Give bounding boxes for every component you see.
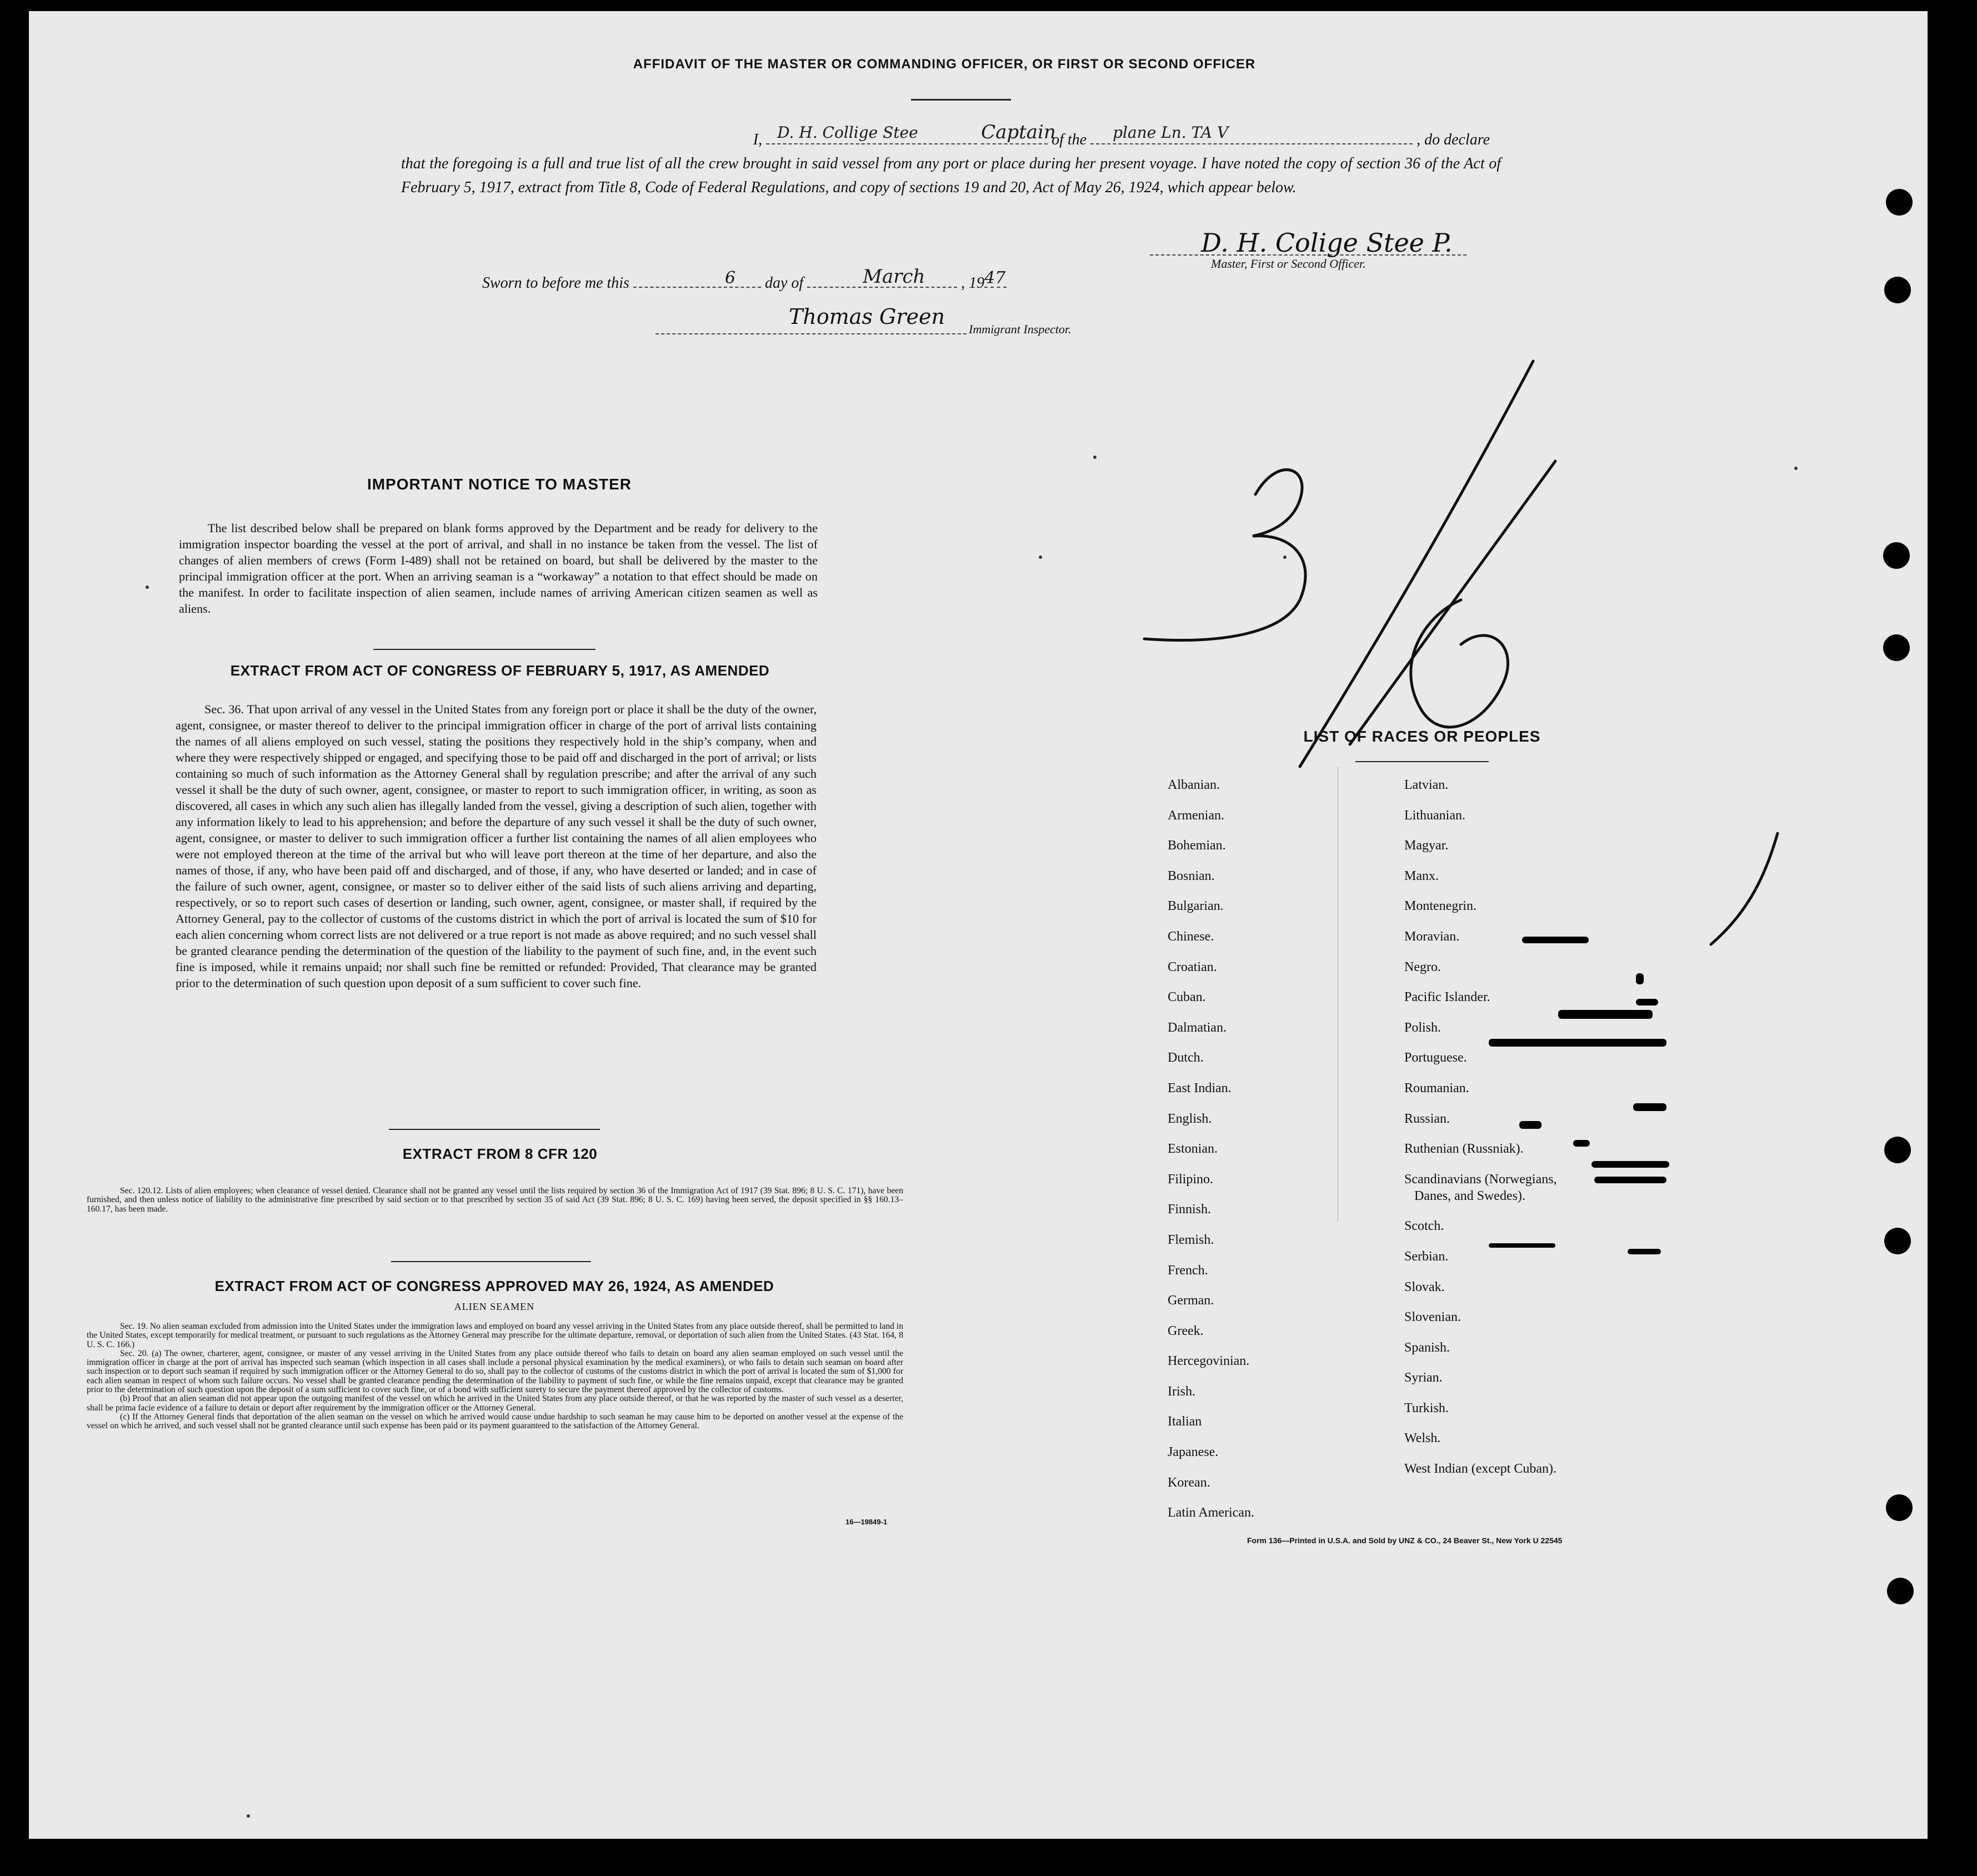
race-item: Lithuanian. bbox=[1404, 808, 1465, 823]
race-item: Polish. bbox=[1404, 1020, 1442, 1035]
divider bbox=[1355, 761, 1489, 762]
speck bbox=[1039, 556, 1042, 559]
signature-block bbox=[1150, 222, 1467, 272]
race-item: Croatian. bbox=[1168, 959, 1217, 974]
handwritten-3-6-mark bbox=[1133, 356, 1578, 778]
punch-hole bbox=[1886, 1494, 1913, 1521]
print-code: 16—19849-1 bbox=[845, 1518, 888, 1526]
race-item: Bosnian. bbox=[1168, 868, 1215, 883]
race-item: English. bbox=[1168, 1111, 1212, 1126]
race-item: Russian. bbox=[1404, 1111, 1450, 1126]
race-item: Japanese. bbox=[1168, 1445, 1219, 1460]
title-field bbox=[981, 121, 1056, 144]
punch-hole bbox=[1883, 634, 1910, 661]
label: , do declare bbox=[1417, 131, 1490, 148]
races-heading: LIST OF RACES OR PEOPLES bbox=[1303, 728, 1541, 745]
race-item: Manx. bbox=[1404, 868, 1439, 883]
race-item: Welsh. bbox=[1404, 1431, 1441, 1446]
label: of the bbox=[1052, 131, 1087, 148]
inspector-block bbox=[655, 304, 1072, 344]
punch-hole bbox=[1887, 1578, 1914, 1604]
label: Sworn to before me this bbox=[482, 274, 629, 292]
ink-blot bbox=[1519, 1121, 1541, 1129]
affidavit-body: that the foregoing is a full and true list of all the crew brought in said vessel from any port or place during her present voyage. I have noted the copy of section 36 of the Act of February 5, 1917, extract from Title 8, Code of Federal Regulations, and copy of sections 19 and 20, Act of May 26, 1924, which appear below. bbox=[401, 155, 1501, 196]
punch-hole bbox=[1884, 1228, 1911, 1254]
race-item: Latvian. bbox=[1404, 778, 1449, 792]
race-item: Montenegrin. bbox=[1404, 899, 1477, 914]
race-item: Portuguese. bbox=[1404, 1050, 1467, 1065]
label: day of bbox=[764, 274, 804, 292]
affidavit-text bbox=[401, 121, 1501, 199]
extract-cfr-paragraph: Sec. 120.12. Lists of alien employees; when clearance of vessel denied. Clearance shall not be granted any vessel until the lists required by section 36 of the Immigration Act of 1917 (39 Stat. 896; 8 U. S. C. 171), have been furnished, and then unless notice of liability to the administrative fine prescribed by said section or to that prescribed by section 35 of said Act (39 Stat. 896; 8 U. S. C. 169) having been served, the deposit specified in §§ 160.13–160.17, has been made. bbox=[87, 1186, 903, 1214]
race-item: Magyar. bbox=[1404, 838, 1449, 853]
race-item: Dalmatian. bbox=[1168, 1020, 1227, 1035]
punch-hole bbox=[1883, 542, 1910, 569]
master-label: Master, First or Second Officer. bbox=[1211, 257, 1366, 271]
digit-3 bbox=[1144, 470, 1305, 641]
race-item: Chinese. bbox=[1168, 929, 1214, 944]
race-item: Roumanian. bbox=[1404, 1080, 1469, 1095]
race-item: Armenian. bbox=[1168, 808, 1224, 823]
divider bbox=[373, 649, 595, 650]
ink-blot bbox=[1628, 1249, 1661, 1254]
punch-hole bbox=[1884, 277, 1911, 303]
ink-blot bbox=[1591, 1161, 1669, 1168]
sec-19: Sec. 19. No alien seaman excluded from admission into the United States under the immigration laws and employed on board any vessel arriving in the United States from any place outside thereof, shall be permitted to land in the United States, except temporarily for medical treatment, or pursuant to such regulations as the Attorney General may prescribe for the ultimate departure, removal, or deportation of such alien from the United States. (43 Stat. 164, 8 U. S. C. 166.) bbox=[87, 1322, 903, 1349]
race-item: Pacific Islander. bbox=[1404, 990, 1490, 1005]
divider bbox=[389, 1129, 600, 1130]
mark-strokes bbox=[1144, 361, 1555, 767]
handwritten-month: March bbox=[863, 266, 925, 288]
extract-cfr-heading: EXTRACT FROM 8 CFR 120 bbox=[402, 1145, 598, 1162]
ink-blot bbox=[1633, 1103, 1666, 1111]
race-item: Cuban. bbox=[1168, 990, 1206, 1005]
speck bbox=[1093, 456, 1097, 459]
race-item: Slovak. bbox=[1404, 1279, 1445, 1294]
ink-blot bbox=[1636, 973, 1644, 984]
notice-text bbox=[179, 520, 818, 617]
handwritten-day: 6 bbox=[724, 268, 736, 288]
race-item: Serbian. bbox=[1404, 1249, 1449, 1264]
race-item: Bulgarian. bbox=[1168, 899, 1224, 914]
sec-20b: (b) Proof that an alien seaman did not appear upon the outgoing manifest of the vessel on which he arrived in the United States from any place outside thereof, or that he was reported by the master of such vessel as a deserter, shall be prima facie evidence of a failure to detain or deport after requirement by the immigration officer or the Attorney General. bbox=[87, 1394, 903, 1413]
affidavit-title: AFFIDAVIT OF THE MASTER OR COMMANDING OFFICER, OR FIRST OR SECOND OFFICER bbox=[633, 57, 1256, 72]
inspector-label: Immigrant Inspector. bbox=[969, 322, 1072, 336]
divider bbox=[911, 99, 1011, 101]
speck bbox=[1283, 556, 1287, 559]
handwritten-vessel: plane Ln. TA V bbox=[1113, 123, 1229, 142]
notice-paragraph: The list described below shall be prepared on blank forms approved by the Department and be ready for delivery to the immigration inspector boarding the vessel at the port of arrival, and shall in no instance be taken from the vessel. The list of changes of alien members of crews (Form I-489) shall not be retained on board, but shall be delivered by the master to the principal immigration officer at the port. When an arriving seaman is a “workaway” a notation to that effect should be made on the manifest. In order to facilitate inspection of alien seamen, include names of arriving American citizen seamen as well as aliens. bbox=[179, 521, 818, 616]
notice-heading: IMPORTANT NOTICE TO MASTER bbox=[367, 476, 632, 493]
race-item: Bohemian. bbox=[1168, 838, 1226, 853]
race-item: Latin American. bbox=[1168, 1505, 1254, 1520]
divider bbox=[391, 1261, 591, 1262]
label: , 19 bbox=[961, 274, 985, 292]
race-item: Ruthenian (Russniak). bbox=[1404, 1142, 1524, 1157]
slash bbox=[1300, 361, 1533, 767]
sworn-line bbox=[482, 266, 1007, 292]
race-item: Flemish. bbox=[1168, 1232, 1214, 1247]
punch-hole bbox=[1884, 1137, 1911, 1163]
race-item: Filipino. bbox=[1168, 1172, 1214, 1187]
name-field bbox=[766, 123, 977, 144]
race-item: Slovenian. bbox=[1404, 1310, 1461, 1325]
vessel-field bbox=[1090, 123, 1413, 144]
race-item: German. bbox=[1168, 1293, 1214, 1308]
form-footer: Form 136—Printed in U.S.A. and Sold by UNZ & CO., 24 Beaver St., New York U 22545 bbox=[1247, 1536, 1563, 1545]
races-column-2 bbox=[1404, 778, 1557, 1492]
year-field bbox=[984, 268, 1007, 288]
race-item: Hercegovinian. bbox=[1168, 1354, 1250, 1369]
race-item: Syrian. bbox=[1404, 1370, 1443, 1385]
ink-blot bbox=[1594, 1177, 1666, 1183]
race-item: Albanian. bbox=[1168, 778, 1220, 792]
race-item: Scandinavians (Norwegians, bbox=[1404, 1172, 1557, 1187]
race-item: Italian bbox=[1168, 1414, 1202, 1429]
races-column-1 bbox=[1168, 778, 1254, 1536]
signature-line bbox=[1150, 254, 1467, 256]
speck bbox=[1794, 467, 1798, 470]
handwritten-inspector: Thomas Green bbox=[789, 304, 945, 329]
race-item: Finnish. bbox=[1168, 1202, 1212, 1217]
ink-blot bbox=[1573, 1140, 1590, 1147]
race-item: French. bbox=[1168, 1263, 1208, 1278]
race-item: West Indian (except Cuban). bbox=[1404, 1462, 1556, 1477]
ink-blot bbox=[1558, 1010, 1653, 1019]
race-item: Spanish. bbox=[1404, 1340, 1450, 1355]
handwritten-title: Captain bbox=[981, 121, 1056, 143]
extract-1917-text bbox=[176, 701, 817, 991]
punch-hole bbox=[1886, 189, 1913, 216]
race-item: Estonian. bbox=[1168, 1142, 1218, 1157]
race-item: East Indian. bbox=[1168, 1080, 1232, 1095]
extract-1924-subheading: ALIEN SEAMEN bbox=[454, 1301, 535, 1312]
ink-blot bbox=[1522, 937, 1589, 943]
extract-1917-paragraph: Sec. 36. That upon arrival of any vessel in the United States from any foreign port or place it shall be the duty of the owner, agent, consignee, or master thereof to deliver to the principal immigration officer in charge of the port of arrival lists containing the names of all aliens employed on such vessel, stating the positions they respectively hold in the ship’s company, when and where they were respectively shipped or engaged, and specifying those to be paid off and discharged in the port of arrival; or lists containing so much of such information as the Attorney General shall by regulation prescribe; and after the arrival of any such vessel it shall be the duty of such owner, agent, consignee, or master to report to such immigration officer, in writing, as soon as discovered, all cases in which any such alien has illegally landed from the vessel, giving a description of such alien, together with any information likely to lead to his apprehension; and before the departure of any such vessel it shall be the duty of such owner, agent, consignee, or master to deliver to such immigration officer a further list containing the names of all alien employees who were not employed thereon at the time of the arrival but who will leave port thereon at the time of her departure, and also the names of those, if any, who have been paid off and discharged, and of those, if any, who have deserted or landed; and in case of the failure of such owner, agent, consignee, or master so to deliver either of the said lists of such aliens arriving and departing, respectively, or so to report such cases of desertion or landing, such owner, agent, consignee, or master shall, if required by the Attorney General, pay to the collector of customs of the customs district in which the port of arrival is located the sum of $10 for each alien concerning whom correct lists are not delivered or a true report is not made as above required; and no such vessel shall be granted clearance pending the determination of the question of the liability to the payment of such fine, and, in the event such fine is imposed, while it remains unpaid; nor shall such fine be remitted or refunded: Provided, That clearance may be granted prior to the determination of such question upon deposit of a sum sufficient to cover such fine. bbox=[176, 702, 817, 990]
month-field bbox=[807, 266, 957, 288]
race-item: Moravian. bbox=[1404, 929, 1460, 944]
speck bbox=[146, 586, 149, 589]
extract-1917-heading: EXTRACT FROM ACT OF CONGRESS OF FEBRUARY 5, 1917, AS AMENDED bbox=[230, 662, 770, 679]
race-item: Dutch. bbox=[1168, 1050, 1204, 1065]
inspector-line bbox=[655, 333, 967, 334]
day-field bbox=[633, 268, 761, 288]
handwritten-tick-mark bbox=[1700, 828, 1789, 950]
ink-blot bbox=[1489, 1039, 1666, 1047]
race-item: Turkish. bbox=[1404, 1400, 1449, 1415]
handwritten-signature: D. H. Colige Stee P. bbox=[1201, 228, 1453, 258]
race-item: Korean. bbox=[1168, 1475, 1210, 1490]
extract-1924-text bbox=[87, 1322, 903, 1431]
ink-blot bbox=[1636, 999, 1658, 1005]
sec-20c: (c) If the Attorney General finds that deportation of the alien seaman on the vessel on which he arrived would cause undue hardship to such seaman he may cause him to be deported on another vessel at the expense of the vessel on which he arrived, and such vessel shall not be granted clearance until such expense has been paid or its payment guaranteed to the satisfaction of the Attorney General. bbox=[87, 1412, 903, 1431]
race-item: Irish. bbox=[1168, 1384, 1195, 1399]
ink-blot bbox=[1489, 1243, 1555, 1248]
race-item: Negro. bbox=[1404, 959, 1441, 974]
handwritten-name: D. H. Collige Stee bbox=[777, 123, 918, 142]
race-item: Danes, and Swedes). bbox=[1414, 1188, 1525, 1203]
label: I, bbox=[753, 131, 763, 148]
race-item: Scotch. bbox=[1404, 1219, 1444, 1234]
race-item: Greek. bbox=[1168, 1323, 1204, 1338]
handwritten-year: 47 bbox=[984, 268, 1006, 288]
sec-20a: Sec. 20. (a) The owner, charterer, agent, consignee, or master of any vessel arriving in the United States from any place outside thereof who fails to detain on board any alien seaman employed on such vessel until the immigration officer in charge at the port of arrival has inspected such seaman (which inspection in all cases shall include a personal physical examination by the medical examiners), or who fails to detain such seaman on board after such inspection or to deport such seaman if required by such immigration officer or the Attorney General to do so, shall pay to the collector of customs of the customs district in which the port of arrival is located the sum of $1,000 for each alien seaman in respect of whom such failure occurs. No vessel shall be granted clearance pending the determination of the liability to payment of such fine, or while the fine remains unpaid, except that clearance may be granted prior to the determination of such question upon the deposit of a sum sufficient to cover such fine, or of a bond with sufficient surety to secure the payment thereof approved by the collector of customs. bbox=[87, 1348, 903, 1395]
extract-1924-heading: EXTRACT FROM ACT OF CONGRESS APPROVED MAY 26, 1924, AS AMENDED bbox=[214, 1278, 774, 1294]
tick-stroke bbox=[1711, 833, 1778, 944]
digit-6 bbox=[1411, 600, 1508, 727]
extract-cfr-text bbox=[87, 1187, 903, 1214]
speck bbox=[247, 1814, 250, 1818]
